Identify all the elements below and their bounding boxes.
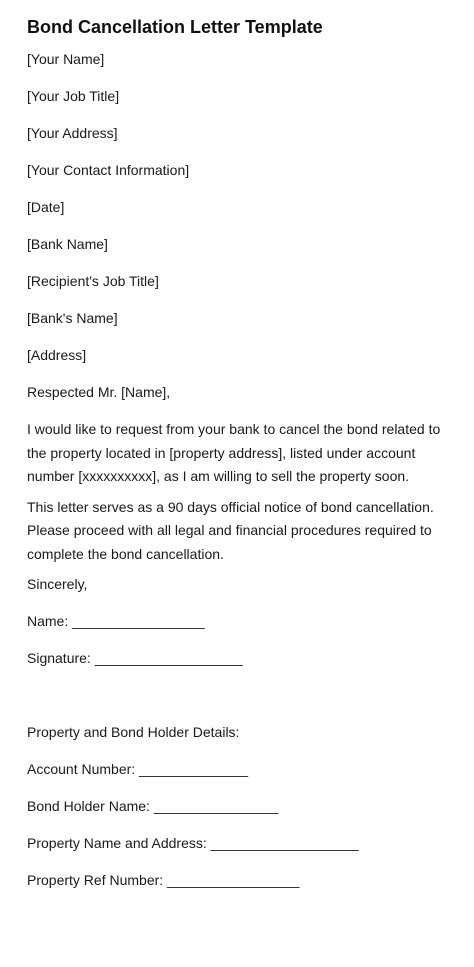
- property-name-address-line: Property Name and Address: ___________________: [27, 835, 359, 851]
- signature-line: Signature: ___________________: [27, 650, 243, 666]
- recipient-bank-name: [Bank Name]: [27, 236, 108, 252]
- letter-document: [27, 14, 447, 906]
- bond-holder-name-line: Bond Holder Name: ________________: [27, 798, 279, 814]
- sender-name: [Your Name]: [27, 51, 105, 67]
- sender-address: [Your Address]: [27, 125, 118, 141]
- recipient-job-title: [Recipient's Job Title]: [27, 273, 159, 289]
- sender-job-title: [Your Job Title]: [27, 88, 120, 104]
- document-title: Bond Cancellation Letter Template: [27, 17, 323, 37]
- recipient-bank: [Bank's Name]: [27, 310, 118, 326]
- body-paragraph-2: This letter serves as a 90 days official notice of bond cancellation. Please proceed with all legal and financial procedures required to complete the bond cancellation.: [27, 498, 434, 562]
- closing: Sincerely,: [27, 576, 88, 592]
- letter-date: [Date]: [27, 199, 65, 215]
- property-ref-number-line: Property Ref Number: _________________: [27, 872, 300, 888]
- recipient-address: [Address]: [27, 347, 87, 363]
- salutation: Respected Mr. [Name],: [27, 384, 171, 400]
- body-paragraph-1: I would like to request from your bank to cancel the bond related to the property located in [property address], listed under account number [xxxxxxxxxx], as I am willing to sell the property soon.: [27, 421, 441, 484]
- account-number-line: Account Number: ______________: [27, 761, 249, 777]
- details-heading: Property and Bond Holder Details:: [27, 724, 240, 740]
- spacer: [27, 684, 447, 721]
- name-line: Name: _________________: [27, 613, 205, 629]
- sender-contact: [Your Contact Information]: [27, 162, 190, 178]
